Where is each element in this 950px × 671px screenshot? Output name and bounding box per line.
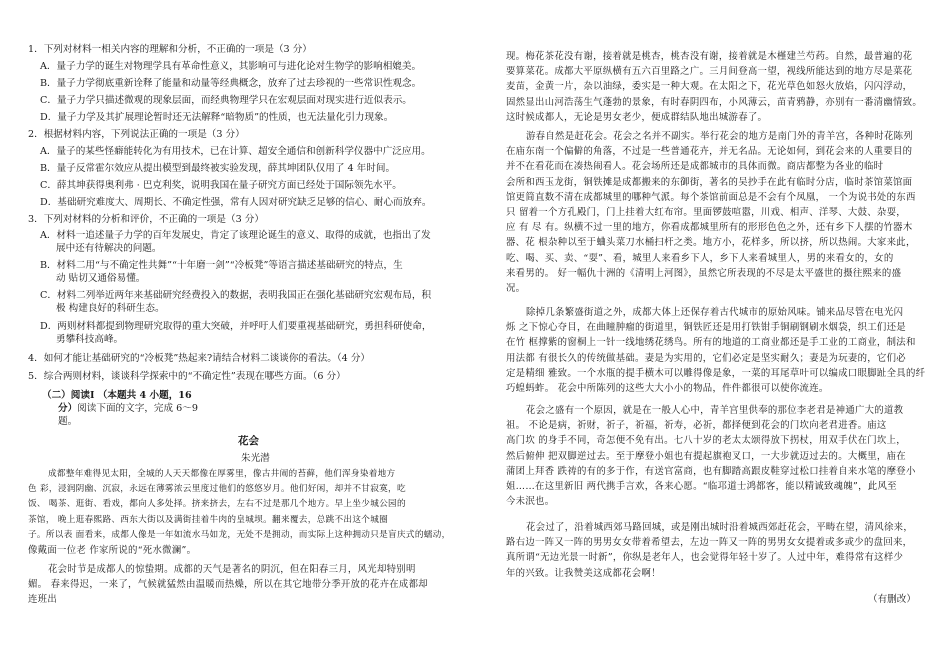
article-paragraph-3: 游春自然是赶花会。花会之名并不副实。举行花会的地方是南门外的青羊宫，各种时花陈列 在庙东南一个偏僻的角落，不过是一些普通花卉，并无名品。无论如何，到花会来的人重要目的 并不在看花而在凑热闹看人。花会场所还是成都城市的具体而微。商店都整为各业的临时 会所和西玉龙街，铜铁摊是成都搬来的东御街，著名的吴抄手在此有临时分店，临时茶馆菜馆面 馆更简直数不清在成都城里的哪种气派。每个茶馆前面总是不会有个凤凰， 一个为说书处的东西 只 留着一个方孔殿门，门上挂着大红布帘。里面锣鼓喧嚣，川戏、相声、洋琴、大鼓、杂耍， 应 有 尽 有。纵横不过一里的地方，你看成都城里所有的形形色色之外，还有乡下人摆的竹器木 器、花 根杂种以至于蛐头菜刀水桶扫杆之类。地方小，花样多，所以挤，所以热闹。大家来此， 吃、喝、买、卖、“耍”、看，城里人来看乡下人，乡下人来看城里人，男的来看女的，女的 来看男的。 好一幅仇十洲的《清明上河图》，虽然它所表现的不尽是太平盛世的摄往熙来的盛 况。	[506, 131, 916, 295]
article-paragraph-5: 花会之盛有一个原因，就是在一般人心中，青羊宫里供奉的那位李老君是神通广大的道教 祖。 不论是病，祈财，祈子，祈福，祈寿，必祈，都择便到花会的门坎向老君进香。庙这 高门坎 的身手不同，奇怎便不免有出。七八十岁的老太太颂得放下拐杖，用双手伏在门坎上， 然后俯伸 把双脚逆过去。至于摩登小姐也有提起旗袍叉口，一大步就迈过去的。大概里，庙在 蒲团上拜香 跌祷的有的多于作，有送官富商，也有脚踏高跟皮鞋穿过松口挂着自来水笔的摩登小 姐……在这里新旧 两代携手言欢，各来心愿。“临邛道士鸿都客，能以精诚致魂魄”，此风至 今未泯也。	[506, 405, 916, 508]
article-paragraph-6: 花会过了，沿着城西郊马路回城，或是刚出城时沿着城西郊赶花会，平畴在望，清风徐来， 路右边一阵又一阵的男男女女带着希望去，左边一阵又一阵的男男女女提着或多或少的盘回来， 真所谓“无边光景一时新”，你纵是老年人，也会觉得年轻十岁了。人过中年，难得常有这样少 年的兴致。让我赞美这成都花会啊！	[506, 522, 914, 579]
section-instruction	[58, 403, 198, 415]
article-paragraph-4: 除掉几条繁盛街道之外，成都大体上还保存着古代城市的原始风味。铺来品尽管在电光闪 烁 之下惊心夺目，在曲瞳肿瘤的街道里，铜铁匠还是用打铁钳手铜刷钢刷水烟袋，织工们还是 在竹 框撑紫的窗桐上一针一线地绣花绣鸟。所有的地道的工商业都还是手工业的工商业，制法和 用法都 有很长久的传统做基础。妻是为实用的，它们必定是坚实耐久；妻是为玩妻的，它们必 定是精细 雅致。一个水瓶的提手横木可以雕得像是象，一菜的耳尾草叶可以编成口眼脚趾全具的纤 巧蝗蚂蚱。 花会中所陈列的这些大大小小的物品，件件都很可以使你流连。	[506, 307, 926, 395]
article-title: 花会	[238, 435, 259, 447]
section-score: 分）	[58, 403, 78, 414]
q3-option-b: B．材料二用“与不确定性共舞”“十年磨一剑”“冷板凳”等语言描述基础研究的特点，生 动 贴切又通俗易懂。	[40, 260, 403, 284]
section-instruction-end: 题。	[58, 416, 78, 427]
q3-option-a: A．材料一追述量子力学的百年发展史，肯定了该理论诞生的意义、取得的成就，也指出了发 展中还有待解决的问题。	[40, 230, 431, 254]
question-1-stem: 1．下列对材料一相关内容的理解和分析，不正确的一项是（3 分）	[28, 44, 312, 55]
section-heading-text: （二）阅读Ⅰ （本题共 4 小题，16	[42, 390, 192, 401]
article-paragraph-2-continued: 现。梅花茶花没有谢，接着就是桃杏，桃杏没有谢，接着就是木槿建兰芍药。自然，最普遍的花 要算菜花。成都大平原纵横有五六百里路之广。三月间登高一望，视线所能达到的地方尽是菜花 麦苗，金黄一片，杂以油绿，委实是一种大观。在太阳之下，花光草色如怒火放焰，闪闪浮动， 固然显出山河浩荡生气蓬勃的景象，有时春阴四布，小风薄云，苗青鸦静，亦别有一番清幽情致。 这时候成都人，无论是男女老少，便成群结队地出城游春了。	[506, 51, 923, 123]
article-paragraph-2: 花会时节是成都人的惊蛰期。成都的天气是著名的阴沉，但在阳春三月，风光却特别明 媚。 春来得迟，一来了，气候就猛然由温暖而热燥，所以在其它地带分季开放的花卉在成都却 连班出	[28, 564, 428, 606]
q1-option-a: A．量子力学的诞生对物理学具有革命性意义，其影响可与进化论对生物学的影响相媲美。	[40, 61, 422, 72]
section-instruction-text: 阅读下面的文字，完成 6～9	[77, 403, 198, 414]
question-2-stem: 2．根据材料内容，下列说法正确的一项是（3 分）	[28, 129, 245, 140]
article-author: 朱光潜	[241, 453, 270, 464]
q2-option-a: A．量子的某些怪癖能转化为有用技术，已在计算、超安全通信和创新科学仪器中广泛应用。	[40, 146, 431, 157]
q1-option-b: B．量子力学彻底重新诠释了能量和动量等经典概念，放弃了过去珍视的一些常识性观念。	[40, 78, 422, 89]
source-note: （有删改）	[868, 594, 916, 605]
question-4: 4．如何才能让基础研究的“冷板凳”热起来?请结合材料二谈谈你的看法。（4 分）	[28, 353, 371, 364]
question-5: 5．综合两则材料，谈谈科学探索中的“不确定性”表现在哪些方面。（6 分）	[28, 371, 346, 382]
q3-option-d: D．两则材料都提到物理研究取得的重大突破，并呼吁人们要重视基础研究，勇担科研使命， 勇攀科技高峰。	[40, 321, 432, 345]
question-3-stem: 3．下列对材料的分析和评价，不正确的一项是（3 分）	[28, 214, 264, 225]
q3-option-c: C．材料二列举近两年来基础研究经费投入的数据，表明我国正在强化基础研究宏观布局，积 极 构建良好的科研生态。	[40, 290, 432, 314]
section-heading	[42, 390, 192, 402]
q2-option-c: C．薛其坤获得奥利弗 · 巴克利奖，说明我国在量子研究方面已经处于国际领先水平。	[40, 180, 402, 191]
q2-option-d: D．基础研究难度大、周期长、不确定性强，常有人因对研究缺乏足够的信心、耐心而放弃。	[40, 197, 432, 208]
q2-option-b: B．量子反常霍尔效应从提出模型到最终被实验发现，薛其坤团队仅用了 4 年时间。	[40, 163, 396, 174]
article-paragraph-1: 成都整年难得见太阳，全城的人天天都像在厚雾里，像古井闹的苔藓，他们浑身染着地方 色 彩，浸润阴幽、沉寂，永远在薄雾浓云里度过他们的悠悠岁月。他们好闲，却并不甘寂寞，吃 饭、 喝茶、逛街、看戏，都向人多处择。挤来挤去，左右不过是那几个地方。早上坐少城公园的 茶馆， 晚上逛春熙路、西东大街以及满街挂着牛肉的皇城坝。翻来覆去，总跳不出这个城圈 子。所以表 面看来，成都人像是一年如流水马如龙，无处不是拥动，而实际上这种拥动只是盲庆式的蠕动， 像戴面一位老 作家所说的“死水微澜”。	[28, 469, 451, 557]
q1-option-d: D．量子力学及其扩展理论暂时还无法解释“暗物质”的性质，也无法量化引力现象。	[40, 112, 394, 123]
q1-option-c: C．量子力学只描述微观的现象层面，而经典物理学只在宏观层面对现实进行近似表示。	[40, 95, 412, 106]
